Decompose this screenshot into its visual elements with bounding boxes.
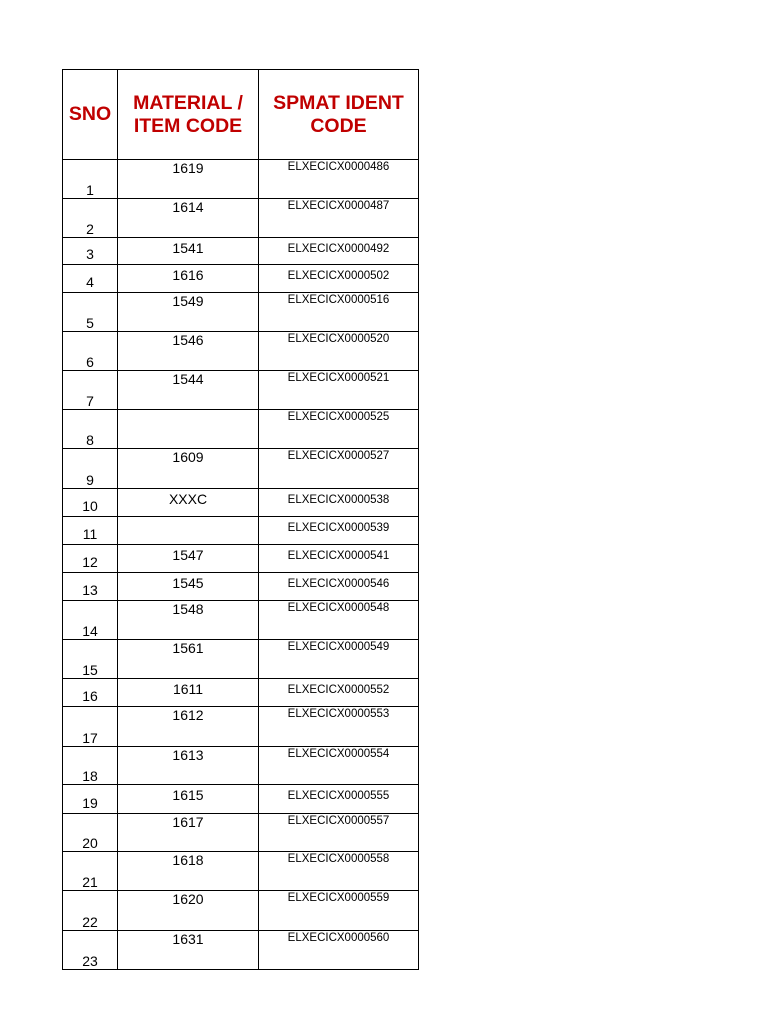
table-row (63, 785, 419, 814)
material-code-cell: 1614 (118, 199, 259, 238)
spmat-code-cell: ELXECICX0000492 (259, 238, 419, 265)
spmat-code-cell: ELXECICX0000541 (259, 545, 419, 573)
table-row (63, 573, 419, 601)
sno-cell: 4 (63, 265, 118, 293)
material-code-cell: 1620 (118, 891, 259, 931)
spmat-code-cell: ELXECICX0000558 (259, 852, 419, 891)
sno-cell: 17 (63, 707, 118, 747)
material-code-cell: XXXC (118, 489, 259, 517)
table-row (63, 199, 419, 238)
sno-cell: 23 (63, 931, 118, 970)
sno-cell: 19 (63, 785, 118, 814)
material-code-cell: 1619 (118, 160, 259, 199)
header-material-item-code (118, 70, 259, 160)
spmat-code-cell: ELXECICX0000549 (259, 640, 419, 679)
table-row (63, 332, 419, 371)
spmat-code-cell: ELXECICX0000521 (259, 371, 419, 410)
spmat-code-cell: ELXECICX0000559 (259, 891, 419, 931)
table-row (63, 601, 419, 640)
table-row (63, 265, 419, 293)
material-code-cell: 1615 (118, 785, 259, 814)
table-row (63, 852, 419, 891)
spmat-code-cell: ELXECICX0000548 (259, 601, 419, 640)
sno-cell: 10 (63, 489, 118, 517)
table-row (63, 449, 419, 489)
material-code-cell: 1545 (118, 573, 259, 601)
material-code-cell: 1611 (118, 679, 259, 707)
material-code-cell: 1549 (118, 293, 259, 332)
sno-cell: 1 (63, 160, 118, 199)
material-code-cell: 1613 (118, 747, 259, 785)
table-row (63, 814, 419, 852)
spmat-code-cell: ELXECICX0000486 (259, 160, 419, 199)
sno-cell: 20 (63, 814, 118, 852)
spmat-code-cell: ELXECICX0000527 (259, 449, 419, 489)
spmat-code-cell: ELXECICX0000546 (259, 573, 419, 601)
sno-cell: 14 (63, 601, 118, 640)
table-row (63, 517, 419, 545)
material-code-cell: 1612 (118, 707, 259, 747)
header-material-line1: MATERIAL / (133, 91, 243, 114)
material-code-cell: 1547 (118, 545, 259, 573)
table-body (63, 160, 419, 970)
sno-cell: 11 (63, 517, 118, 545)
table-row (63, 293, 419, 332)
material-code-cell: 1548 (118, 601, 259, 640)
table-row (63, 160, 419, 199)
table-row (63, 747, 419, 785)
spmat-code-cell: ELXECICX0000560 (259, 931, 419, 970)
sno-cell: 16 (63, 679, 118, 707)
header-spmat-line1: SPMAT IDENT (273, 91, 404, 114)
sno-cell: 7 (63, 371, 118, 410)
spmat-code-cell: ELXECICX0000552 (259, 679, 419, 707)
spmat-code-cell: ELXECICX0000520 (259, 332, 419, 371)
table-row (63, 410, 419, 449)
table-row (63, 679, 419, 707)
sno-cell: 3 (63, 238, 118, 265)
material-code-cell: 1631 (118, 931, 259, 970)
spmat-code-cell: ELXECICX0000502 (259, 265, 419, 293)
spmat-code-cell: ELXECICX0000555 (259, 785, 419, 814)
table-row (63, 371, 419, 410)
spmat-code-cell: ELXECICX0000539 (259, 517, 419, 545)
spmat-code-cell: ELXECICX0000487 (259, 199, 419, 238)
table-row (63, 640, 419, 679)
spmat-code-cell: ELXECICX0000516 (259, 293, 419, 332)
table-header-row (63, 70, 419, 160)
material-code-cell: 1609 (118, 449, 259, 489)
spmat-code-cell: ELXECICX0000525 (259, 410, 419, 449)
sno-cell: 8 (63, 410, 118, 449)
header-sno (63, 70, 118, 160)
sno-cell: 13 (63, 573, 118, 601)
sno-cell: 15 (63, 640, 118, 679)
material-code-cell (118, 517, 259, 545)
material-code-cell: 1544 (118, 371, 259, 410)
material-code-cell: 1617 (118, 814, 259, 852)
header-spmat-ident-code (259, 70, 419, 160)
material-code-cell (118, 410, 259, 449)
material-code-cell: 1561 (118, 640, 259, 679)
table-row (63, 891, 419, 931)
material-code-cell: 1541 (118, 238, 259, 265)
sno-cell: 12 (63, 545, 118, 573)
material-code-cell: 1616 (118, 265, 259, 293)
spmat-code-cell: ELXECICX0000538 (259, 489, 419, 517)
table-row (63, 707, 419, 747)
table-row (63, 931, 419, 970)
sno-cell: 6 (63, 332, 118, 371)
material-code-cell: 1618 (118, 852, 259, 891)
sno-cell: 18 (63, 747, 118, 785)
sno-cell: 5 (63, 293, 118, 332)
material-code-cell: 1546 (118, 332, 259, 371)
sno-cell: 2 (63, 199, 118, 238)
spmat-code-cell: ELXECICX0000557 (259, 814, 419, 852)
header-material-line2: ITEM CODE (133, 114, 243, 137)
header-sno-label: SNO (68, 103, 112, 125)
spmat-code-cell: ELXECICX0000553 (259, 707, 419, 747)
sno-cell: 22 (63, 891, 118, 931)
sno-cell: 21 (63, 852, 118, 891)
sno-cell: 9 (63, 449, 118, 489)
table-row (63, 489, 419, 517)
header-spmat-line2: CODE (310, 114, 367, 137)
table-row (63, 545, 419, 573)
material-code-table (62, 69, 419, 970)
table-row (63, 238, 419, 265)
spmat-code-cell: ELXECICX0000554 (259, 747, 419, 785)
